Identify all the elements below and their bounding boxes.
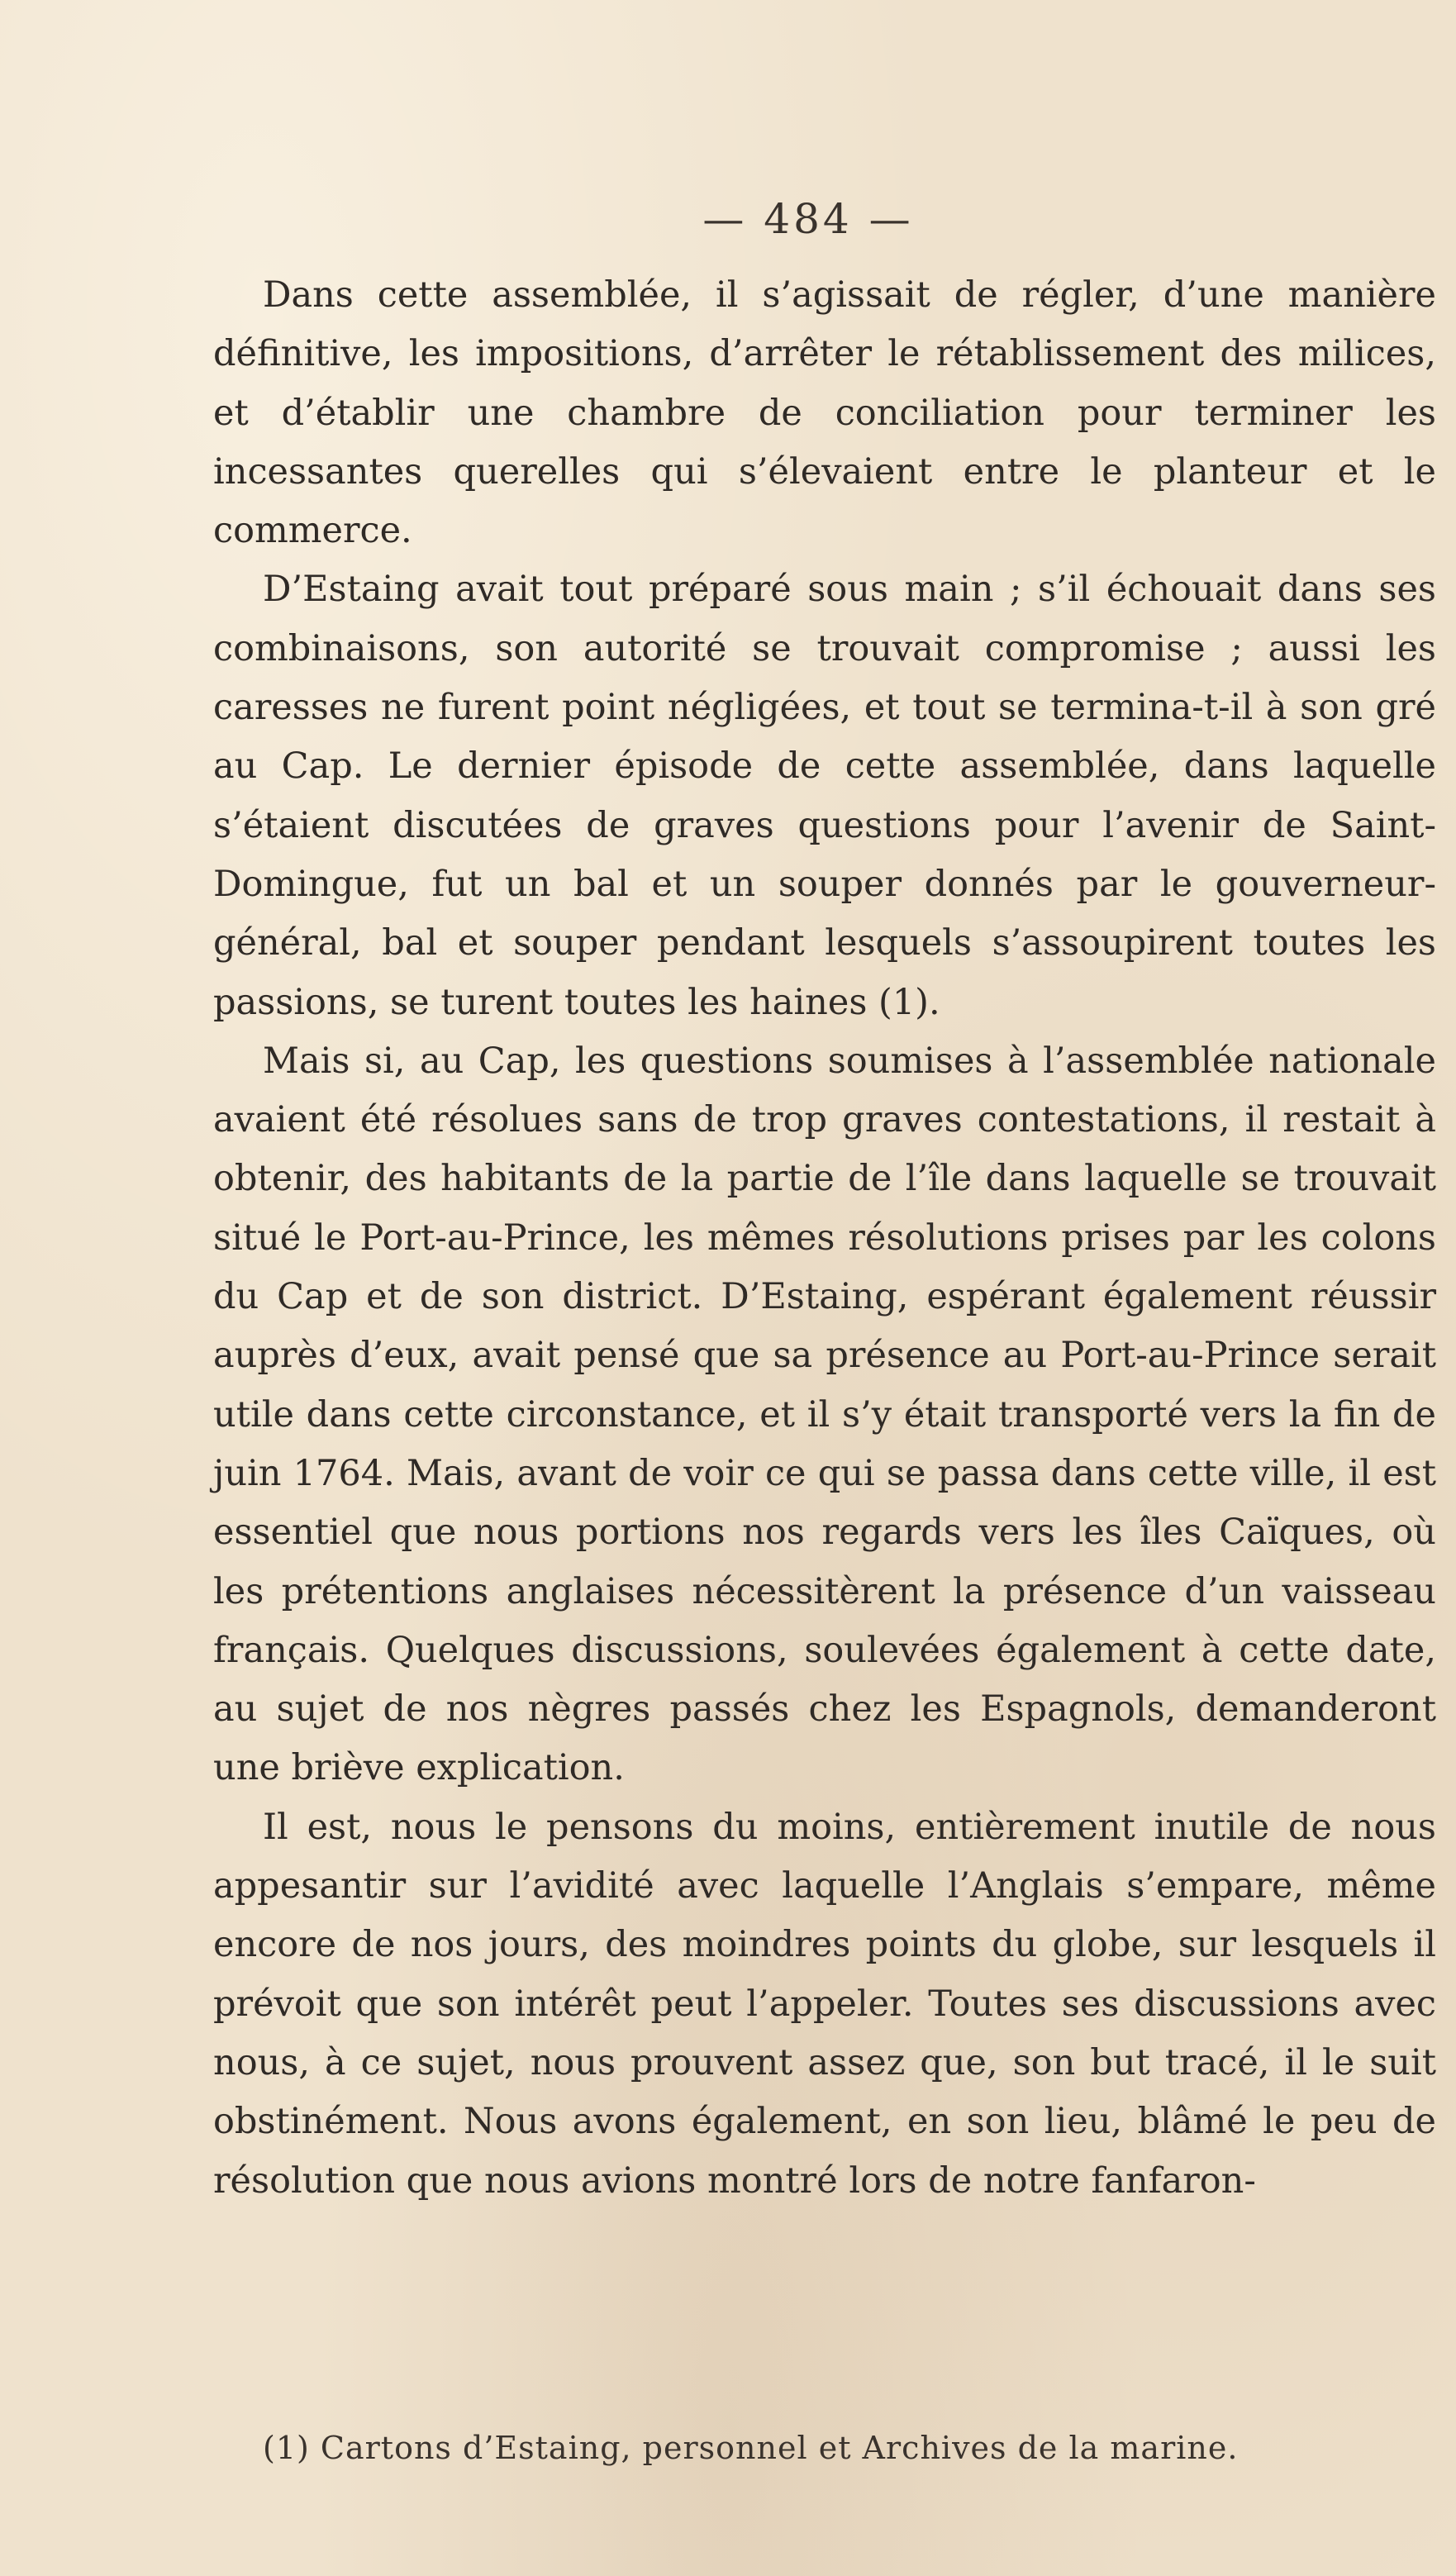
paragraph-3: Mais si, au Cap, les questions soumises à l’assemblée nationale avaient été résolues sans de trop graves contestations, il restait à obtenir, des habitants de la partie de l’île dans laquelle se trouvait situé le Port-au-Prince, les mêmes résolutions prises par les colons du Cap et de son district. D’Estaing, espérant également réussir auprès d’eux, avait pensé que sa présence au Port-au-Prince serait utile dans cette circonstance, et il s’y était transporté vers la fin de juin 1764. Mais, avant de voir ce qui se passa dans cette ville, il est essentiel que nous portions nos regards vers les îles Caïques, où les prétentions anglaises nécessitèrent la présence d’un vaisseau français. Quelques discussions, soulevées également à cette date, au sujet de nos nègres passés chez les Espagnols, demanderont une briève explication.: [213, 1040, 1436, 1789]
page-number: — 484 —: [702, 195, 914, 243]
footnote: (1) Cartons d’Estaing, personnel et Archives de la marine.: [263, 2430, 1239, 2466]
book-page: [213, 195, 1436, 2211]
paragraph-4: Il est, nous le pensons du moins, entièrement inutile de nous appesantir sur l’avidité avec laquelle l’Anglais s’empare, même encore de nos jours, des moindres points du globe, sur lesquels il prévoit que son intérêt peut l’appeler. Toutes ses discussions avec nous, à ce sujet, nous prouvent assez que, son but tracé, il le suit obstinément. Nous avons également, en son lieu, blâmé le peu de résolution que nous avions montré lors de notre fanfaron-: [213, 1806, 1436, 2202]
body-text: [213, 266, 1436, 2211]
paragraph-1: Dans cette assemblée, il s’agissait de régler, d’une manière définitive, les impositions, d’arrêter le rétablissement des milices, et d’établir une chambre de conciliation pour terminer les incessantes querelles qui s’élevaient entre le planteur et le commerce.: [213, 274, 1436, 552]
paragraph-2: D’Estaing avait tout préparé sous main ; s’il échouait dans ses combinaisons, son autorité se trouvait compromise ; aussi les caresses ne furent point négligées, et tout se termina-t-il à son gré au Cap. Le dernier épisode de cette assemblée, dans laquelle s’étaient discutées de graves questions pour l’avenir de Saint-Domingue, fut un bal et un souper donnés par le gouverneur-général, bal et souper pendant lesquels s’assoupirent toutes les passions, se turent toutes les haines (1).: [213, 569, 1436, 1023]
